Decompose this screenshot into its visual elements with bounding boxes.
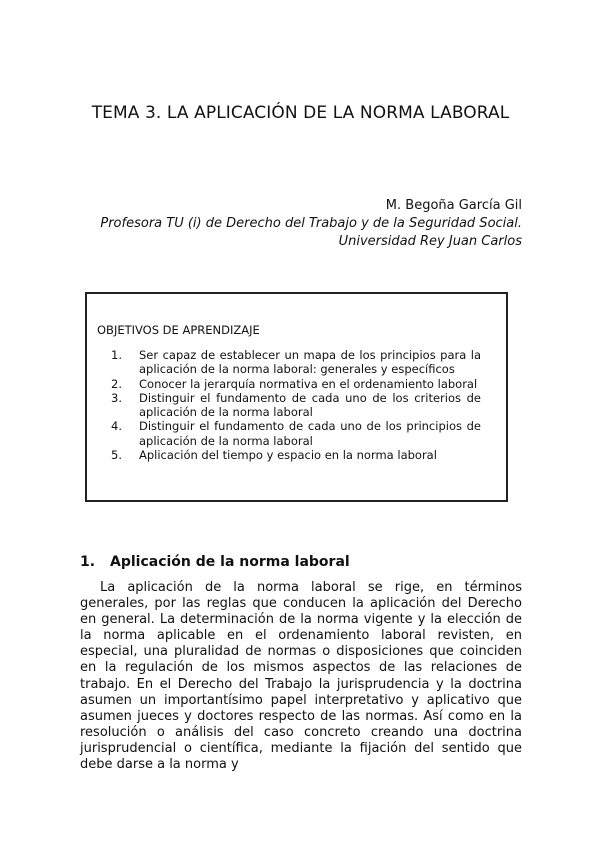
objective-number: 4. [111,419,122,434]
author-block [100,197,522,251]
objective-number: 3. [111,390,122,405]
section-number: 1. [80,554,96,570]
objective-number: 5. [111,448,122,463]
objectives-heading: OBJETIVOS DE APRENDIZAJE [97,323,260,337]
objective-number: 2. [111,376,122,391]
objectives-box [85,292,508,502]
objective-text: Distinguir el fundamento de cada uno de los principios de aplicación de la norma laboral [139,419,481,448]
objective-item [111,377,481,391]
section-title: Aplicación de la norma laboral [110,554,350,570]
author-role: Profesora TU (i) de Derecho del Trabajo y de la Seguridad Social. [100,216,522,231]
objective-item [111,448,481,462]
section-heading [80,553,350,571]
author-university: Universidad Rey Juan Carlos [338,234,522,249]
objective-text: Aplicación del tiempo y espacio en la norma laboral [139,448,437,463]
objective-text: Distinguir el fundamento de cada uno de los criterios de aplicación de la norma laboral [139,390,481,420]
objective-text: Conocer la jerarquía normativa en el ordenamiento laboral [139,376,478,391]
author-name: M. Begoña García Gil [385,198,522,213]
objective-item [111,419,481,448]
objective-number: 1. [111,348,122,362]
objective-text: Ser capaz de establecer un mapa de los principios para la aplicación de la norma laboral: generales y específicos [139,348,481,377]
objective-item [111,348,481,377]
objective-item [111,391,481,420]
body-paragraph: La aplicación de la norma laboral se rige, en términos generales, por las reglas que conducen la aplicación del Derecho en general. La determinación de la norma vigente y la elección de la norma aplicable en el ordenamiento laboral revisten, en especial, una pluralidad de normas o disposiciones que coinciden en la regulación de los mismos aspectos de las relaciones de trabajo. En el Derecho del Trabajo la jurisprudencia y la doctrina asumen un importantísimo papel interpretativo y aplicativo que asumen jueces y doctores respecto de las normas. Así como en la resolución o análisis del caso concreto creando una doctrina jurisprudencial o científica, mediante la fijación del sentido que debe darse a la norma y [80,580,522,773]
objectives-list [111,348,481,462]
page-title: TEMA 3. LA APLICACIÓN DE LA NORMA LABORAL [91,103,510,123]
